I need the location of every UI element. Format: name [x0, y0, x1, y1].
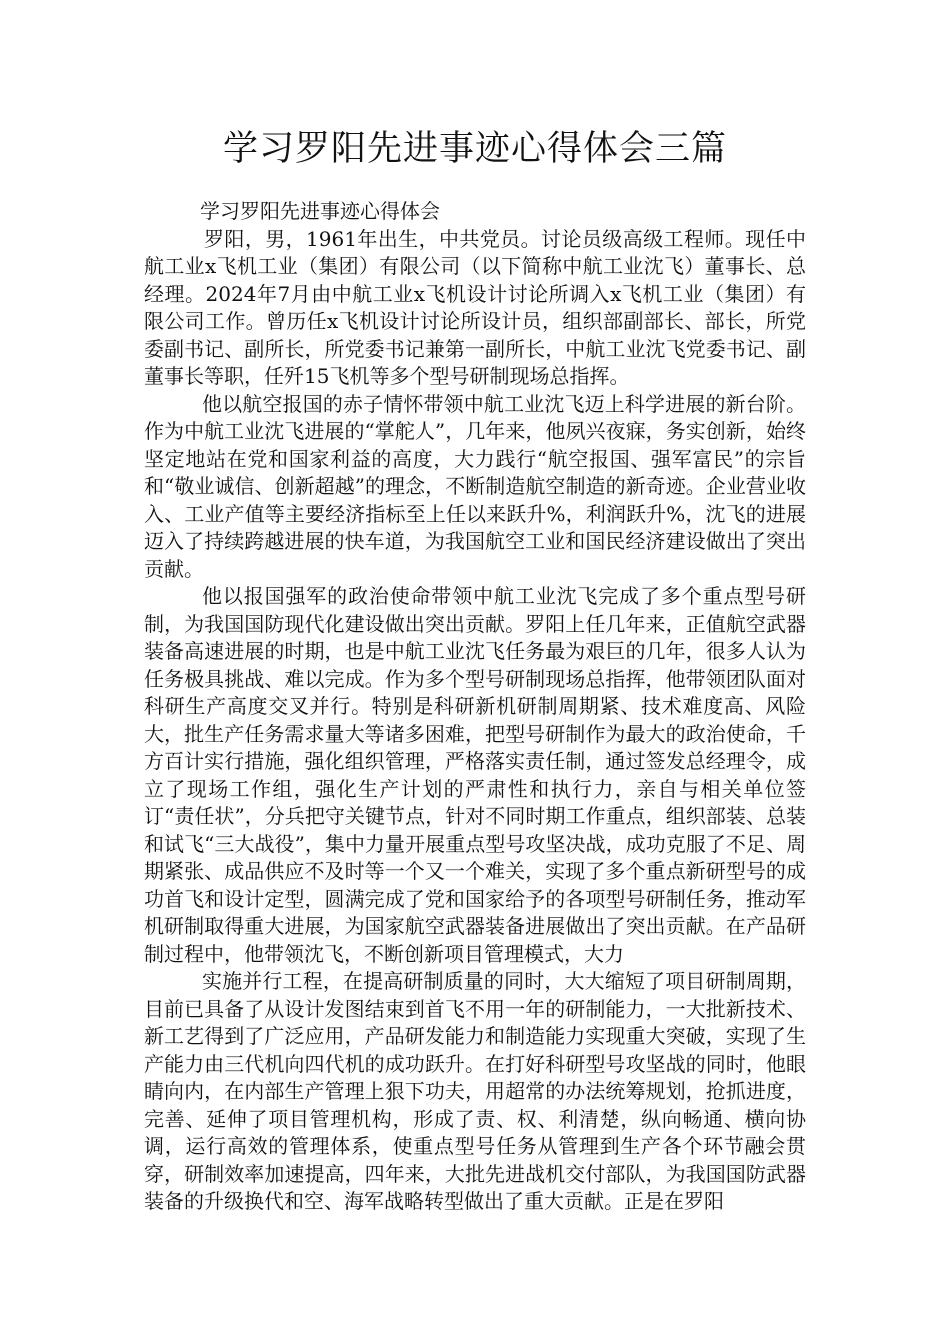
document-title: 学习罗阳先进事迹心得体会三篇 — [222, 129, 727, 169]
paragraph-2: 他以航空报国的赤子情怀带领中航工业沈飞迈上科学进展的新台阶。作为中航工业沈飞进展的“掌舵人”，几年来，他夙兴夜寐，务实创新，始终坚定地站在党和国家利益的高度，大力践行“航空报国、强军富民”的宗旨和“敬业诚信、创新超越”的理念，不断制造航空制造的新奇迹。企业营业收入、工业产值等主要经济指标至上任以来跃升%，利润跃升%，沈飞的进展迈入了持续跨越进展的快车道，为我国航空工业和国民经济建设做出了突出贡献。 — [144, 391, 806, 581]
paragraph-4: 实施并行工程，在提高研制质量的同时，大大缩短了项目研制周期，目前已具备了从设计发图结束到首飞不用一年的研制能力，一大批新技术、新工艺得到了广泛应用，产品研发能力和制造能力实现重大突破，实现了生产能力由三代机向四代机的成功跃升。在打好科研型号攻坚战的同时，他眼睛向内，在内部生产管理上狠下功夫，用超常的办法统筹规划，抢抓进度，完善、延伸了项目管理机构，形成了责、权、利清楚，纵向畅通、横向协调，运行高效的管理体系，使重点型号任务从管理到生产各个环节融会贯穿，研制效率加速提高，四年来，大批先进战机交付部队，为我国国防武器装备的升级换代和空、海军战略转型做出了重大贡献。正是在罗阳 — [144, 969, 806, 1213]
section-heading: 学习罗阳先进事迹心得体会 — [200, 199, 440, 223]
paragraph-1: 罗阳，男，1961年出生，中共党员。讨论员级高级工程师。现任中航工业x飞机工业（集团）有限公司（以下简称中航工业沈飞）董事长、总经理。2024年7月由中航工业x飞机设计讨论所调入x飞机工业（集团）有限公司工作。曾历任x飞机设计讨论所设计员，组织部副部长、部长，所党委副书记、副所长，所党委书记兼第一副所长，中航工业沈飞党委书记、副董事长等职，任歼15飞机等多个型号研制现场总指挥。 — [144, 226, 806, 388]
paragraph-3: 他以报国强军的政治使命带领中航工业沈飞完成了多个重点型号研制，为我国国防现代化建设做出突出贡献。罗阳上任几年来，正值航空武器装备高速进展的时期，也是中航工业沈飞任务最为艰巨的几年，很多人认为任务极具挑战、难以完成。作为多个型号研制现场总指挥，他带领团队面对科研生产高度交叉并行。特别是科研新机研制周期紧、技术难度高、风险大，批生产任务需求量大等诸多困难，把型号研制作为最大的政治使命，千方百计实行措施，强化组织管理，严格落实责任制，通过签发总经理令，成立了现场工作组，强化生产计划的严肃性和执行力，亲自与相关单位签订“责任状”，分兵把守关键节点，针对不同时期工作重点，组织部装、总装和试飞“三大战役”，集中力量开展重点型号攻坚决战，成功克服了不足、周期紧张、成品供应不及时等一个又一个难关，实现了多个重点新研型号的成功首飞和设计定型，圆满完成了党和国家给予的各项型号研制任务，推动军机研制取得重大进展，为国家航空武器装备进展做出了突出贡献。在产品研制过程中，他带领沈飞，不断创新项目管理模式，大力 — [144, 584, 806, 966]
document-body — [144, 198, 806, 1216]
